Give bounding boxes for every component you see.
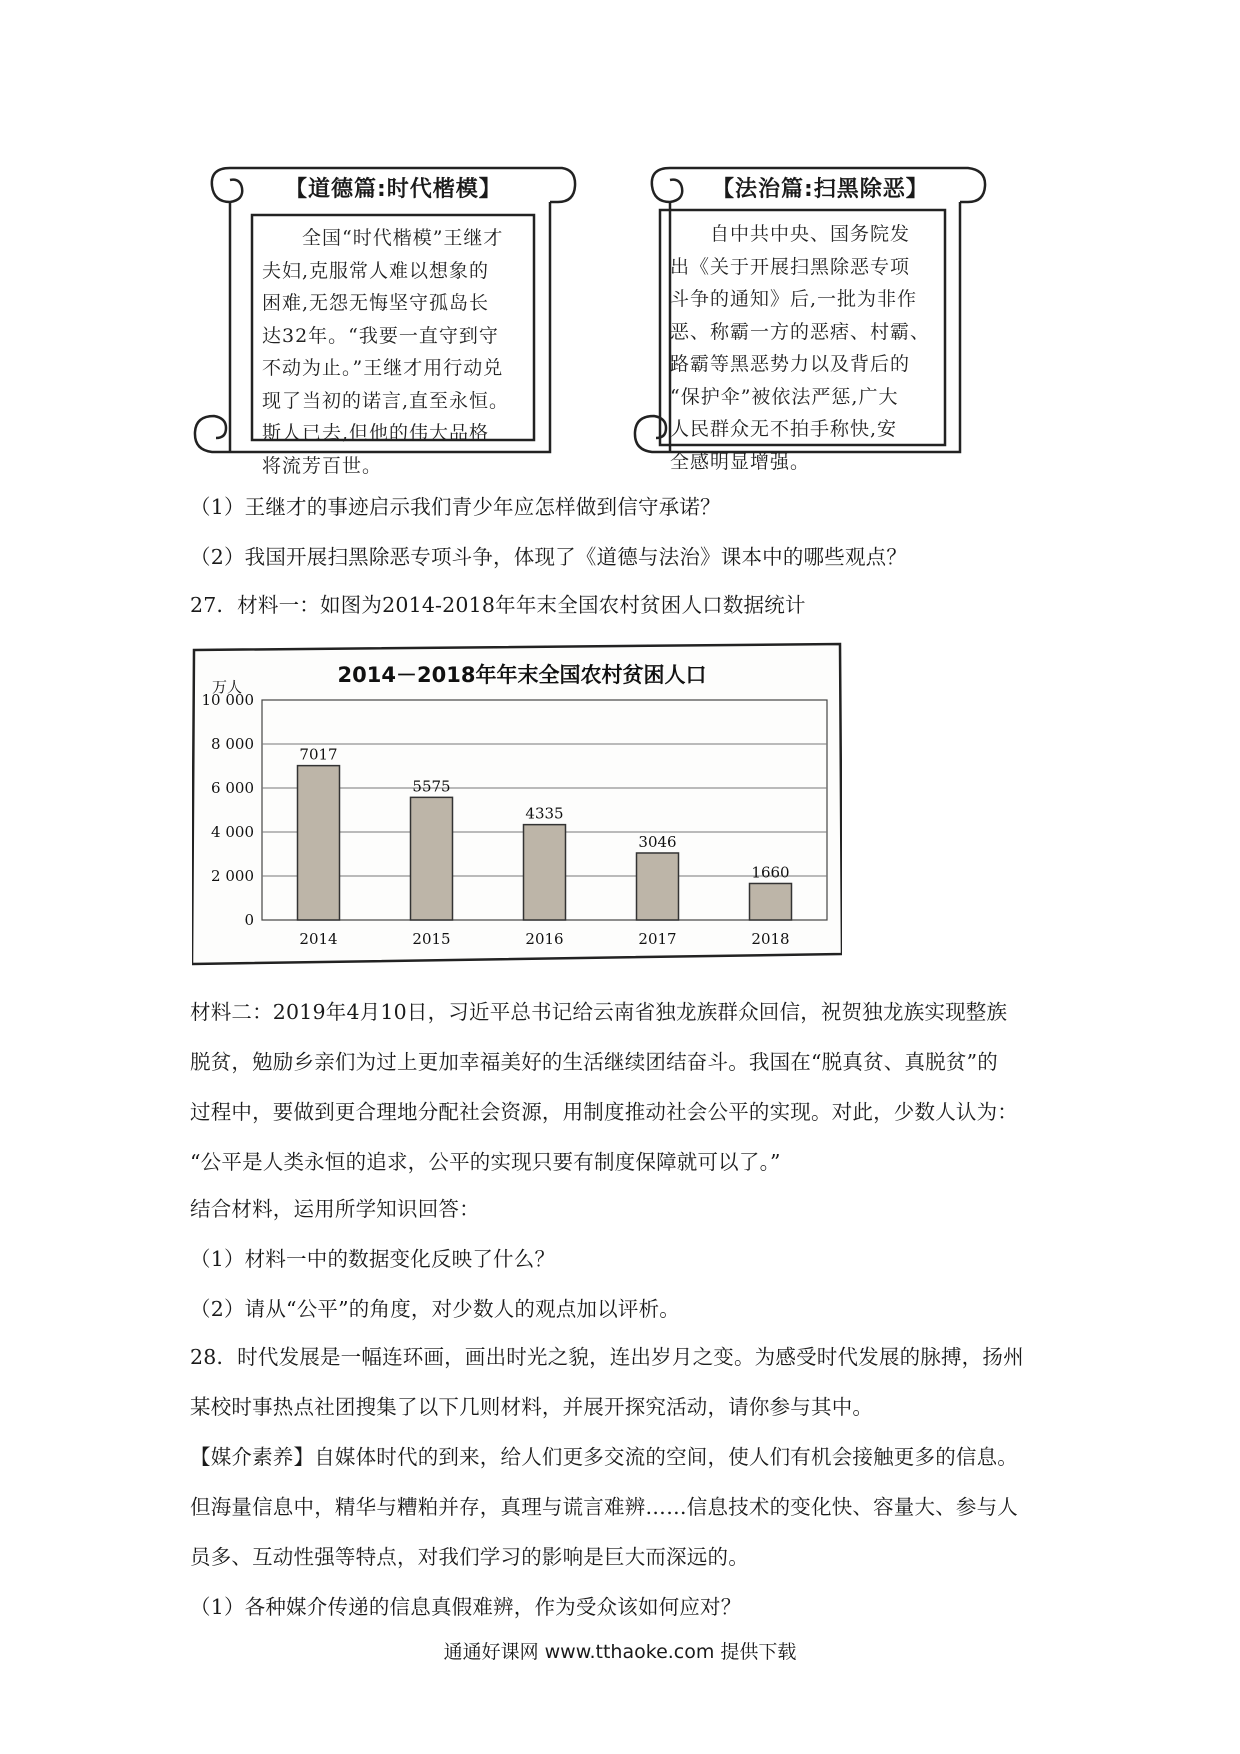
y-tick-label: 8 000 (211, 735, 254, 753)
q27-sub2: （2）请从“公平”的角度，对少数人的观点加以评析。 (190, 1297, 681, 1321)
q28-line5: 员多、互动性强等特点，对我们学习的影响是巨大而深远的。 (190, 1545, 749, 1569)
y-tick-label: 2 000 (211, 867, 254, 885)
scroll-body-rule-of-law: 自中共中央、国务院发 出《关于开展扫黑除恶专项 斗争的通知》后,一批为非作 恶、称霸一方的恶痞、村霸、 路霸等黑恶势力以及背后的 “保护伞”被依法严惩,广大 人民群众无不拍手称快,安 全感明显增强。 (670, 223, 931, 473)
q28-line1: 28．时代发展是一幅连环画，画出时光之貌，连出岁月之变。为感受时代发展的脉搏，扬州 (190, 1345, 1024, 1369)
chart-frame (192, 644, 842, 964)
poverty-chart-svg (192, 642, 842, 967)
bar-value-label: 7017 (299, 745, 338, 764)
chart-title: 2014－2018年年末全国农村贫困人口 (337, 663, 707, 687)
q28-line2: 某校时事热点社团搜集了以下几则材料，并展开探究活动，请你参与其中。 (190, 1395, 874, 1419)
bar-value-label: 3046 (638, 832, 677, 851)
bar-2016 (524, 825, 566, 920)
scroll-morality (190, 160, 580, 477)
scroll-body-morality: 全国“时代楷模”王继才 夫妇,克服常人难以想象的 困难,无怨无悔坚守孤岛长 达32年。“我要一直守到守 不动为止。”王继才用行动兑 现了当初的诺言,直至永恒。 斯人已去,但他的伟大品格 将流芳百世。 (262, 227, 510, 477)
x-tick-label: 2016 (525, 930, 564, 948)
bar-2018 (750, 883, 792, 920)
bar-value-label: 4335 (525, 804, 564, 823)
x-tick-label: 2015 (412, 930, 451, 948)
bar-value-label: 1660 (751, 863, 790, 882)
q27-material2-line4: “公平是人类永恒的追求，公平的实现只要有制度保障就可以了。” (190, 1150, 781, 1174)
y-tick-label: 6 000 (211, 779, 254, 797)
bar-2017 (637, 853, 679, 920)
q27-material2-line2: 脱贫，勉励乡亲们为过上更加幸福美好的生活继续团结奋斗。我国在“脱真贫、真脱贫”的 (190, 1050, 998, 1074)
scroll-title-morality: 【道德篇:时代楷模】 (285, 177, 502, 202)
q27-sub1: （1）材料一中的数据变化反映了什么？ (190, 1247, 556, 1271)
q28-line4: 但海量信息中，精华与糟粕并存，真理与谎言难辨……信息技术的变化快、容量大、参与人 (190, 1495, 1018, 1519)
bar-2014 (298, 766, 340, 920)
bar-value-label: 5575 (412, 777, 451, 796)
poverty-chart (192, 642, 842, 967)
q28-line3: 【媒介素养】自媒体时代的到来，给人们更多交流的空间，使人们有机会接触更多的信息。 (190, 1445, 1018, 1469)
q27-material2-line3: 过程中，要做到更合理地分配社会资源，用制度推动社会公平的实现。对此，少数人认为： (190, 1100, 1018, 1124)
y-tick-label: 4 000 (211, 823, 254, 841)
q26-sub1: （1）王继才的事迹启示我们青少年应怎样做到信守承诺？ (190, 495, 721, 519)
footer-credit: 通通好课网 www.tthaoke.com 提供下载 (443, 1641, 797, 1663)
x-tick-label: 2014 (299, 930, 338, 948)
y-axis-label: 万人 (212, 678, 243, 696)
q27-prompt: 结合材料，运用所学知识回答： (190, 1197, 480, 1221)
x-tick-label: 2018 (751, 930, 790, 948)
y-tick-label: 10 000 (201, 691, 254, 709)
scroll-title-rule-of-law: 【法治篇:扫黑除恶】 (712, 177, 929, 202)
q27-intro: 27．材料一：如图为2014-2018年年末全国农村贫困人口数据统计 (190, 593, 806, 617)
q28-sub1: （1）各种媒介传递的信息真假难辨，作为受众该如何应对？ (190, 1595, 742, 1619)
q26-sub2: （2）我国开展扫黑除恶专项斗争，体现了《道德与法治》课本中的哪些观点？ (190, 545, 908, 569)
bar-2015 (411, 797, 453, 920)
x-tick-label: 2017 (638, 930, 677, 948)
q27-material2-line1: 材料二：2019年4月10日，习近平总书记给云南省独龙族群众回信，祝贺独龙族实现整族 (190, 1000, 1008, 1024)
y-tick-label: 0 (244, 911, 254, 929)
scroll-rule-of-law (630, 160, 1020, 473)
